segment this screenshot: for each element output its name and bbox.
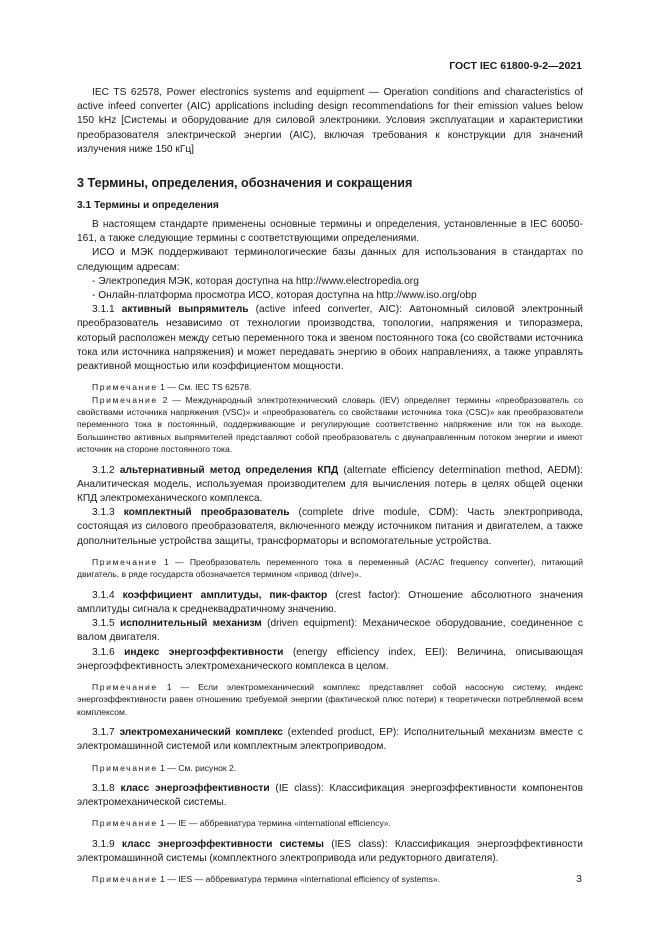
term-3-1-1 xyxy=(77,303,583,374)
note-label: Примечание xyxy=(92,762,158,773)
term-definition: (extended product, EP): Исполнительный механизм вместе с электромашинной системой или комплектным электроприводом. xyxy=(77,727,584,753)
note-label: Примечание xyxy=(92,556,158,567)
note-3-1-1-b xyxy=(77,394,583,456)
term-name: коэффициент амплитуды, пик-фактор xyxy=(122,589,328,601)
term-name: индекс энергоэффективности xyxy=(124,646,284,658)
term-name: класс энергоэффективности xyxy=(120,782,270,794)
note-3-1-9 xyxy=(77,873,583,885)
term-number: 3.1.7 xyxy=(92,727,115,739)
note-text: 1 — IE — аббревиатура термина «international efficiency». xyxy=(160,818,391,829)
term-number: 3.1.2 xyxy=(92,464,115,476)
note-label: Примечание xyxy=(92,382,158,393)
iso-iec-paragraph: ИСО и МЭК поддерживают терминологические базы данных для использования в стандартах по следующим адресам: xyxy=(77,247,583,273)
bullet-iso-obp: - Онлайн-платформа просмотра ИСО, которая доступна на http://www.iso.org/obp xyxy=(92,290,477,302)
note-label: Примечание xyxy=(92,394,158,405)
term-definition: (IE class): Классификация энергоэффективности компонентов электромеханической системы. xyxy=(77,782,583,809)
intro-paragraph: В настоящем стандарте применены основные термины и определения, установленные в IEC 60050-161, а также следующие термины с соответствующими определениями. xyxy=(77,219,583,245)
term-3-1-9 xyxy=(77,838,583,866)
term-number: 3.1.1 xyxy=(92,304,115,316)
note-label: Примечание xyxy=(92,818,158,829)
note-label: Примечание xyxy=(92,874,158,885)
term-name: электромеханический комплекс xyxy=(119,727,283,739)
term-definition: (alternate efficiency determination method, AEDM): Аналитическая модель, используемая производителем для вычисления потерь в целях общей оценки КПД электромеханического комплекса. xyxy=(77,464,583,505)
note-3-1-6 xyxy=(77,681,583,718)
note-3-1-3 xyxy=(77,556,583,581)
note-text: 2 — Международный электротехнический словарь (IEV) определяет термины «преобразователь со свойствами источника напряжения (VSC)» и «преобразователь со свойствами источника тока (CSC)» как преобразователи переменного тока в постоянный, поддерживающие и регулирующие соответственно напряжение или ток на выходе. Большинство активных выпрямителей представляют собой преобразователь с двунаправленным потоком энергии и имеют источник на стороне постоянного тока. xyxy=(77,394,584,455)
term-name: исполнительный механизм xyxy=(119,618,262,630)
note-3-1-1-a xyxy=(77,381,583,393)
note-3-1-7 xyxy=(77,762,583,774)
term-3-1-4 xyxy=(77,589,583,617)
standard-id-header: ГОСТ IEC 61800-9-2—2021 xyxy=(449,60,582,72)
term-definition: (complete drive module, CDM): Часть электропривода, состоящая из силового преобразователя, включенного между источником питания и двигателем, а также дополнительные устройства защиты, трансформаторы и вспомогательные устройства. xyxy=(77,507,583,547)
note-text: 1 — См. рисунок 2. xyxy=(160,762,237,773)
subsection-heading: 3.1 Термины и определения xyxy=(77,200,219,211)
term-3-1-8 xyxy=(77,782,583,810)
note-text: 1 — Если электромеханический комплекс представляет собой насосную систему, индекс энергоэффективности равен отношению требуемой энергии (фактической плюс потери) к теоретически потребляемой всем комплексом. xyxy=(77,681,583,717)
term-number: 3.1.4 xyxy=(92,589,115,601)
term-number: 3.1.8 xyxy=(92,782,115,794)
reference-block xyxy=(77,86,583,157)
page-number: 3 xyxy=(576,873,582,885)
term-3-1-5 xyxy=(77,617,583,645)
term-number: 3.1.5 xyxy=(92,618,115,630)
term-definition: (crest factor): Отношение абсолютного значения амплитуды сигнала к среднеквадратичному значению. xyxy=(77,589,583,615)
reference-paragraph: IEC TS 62578, Power electronics systems and equipment — Operation conditions and characteristics of active infeed converter (AIC) applications including design recommendations for their emission values below 150 kHz [Системы и оборудование для силовой электроники. Условия эксплуатации и характеристики преобразователя электрической энергии (AIC), включая требования к конструкции для значений излучения ниже 150 кГц] xyxy=(77,87,583,155)
bullet-electropedia: - Электропедия МЭК, которая доступна на http://www.electropedia.org xyxy=(92,275,419,287)
term-definition: (energy efficiency index, EEI): Величина, описывающая энергоэффективность электромеханического комплекса в целом. xyxy=(77,646,584,672)
term-3-1-7 xyxy=(77,726,583,754)
term-3-1-6 xyxy=(77,646,583,674)
term-name: активный выпрямитель xyxy=(121,304,249,316)
terms-body xyxy=(77,218,583,886)
term-number: 3.1.9 xyxy=(92,838,115,850)
note-3-1-8 xyxy=(77,817,583,829)
term-3-1-3 xyxy=(77,506,583,549)
term-number: 3.1.6 xyxy=(92,646,115,658)
section-heading: 3 Термины, определения, обозначения и сокращения xyxy=(77,176,413,190)
term-definition: (active infeed converter, AIC): Автономный силовой электронный преобразователь независимо от технологии производства, топологии, напряжения и типоразмера, который расположен между сетью переменного тока и звеном постоянного тока (со свойствами источника тока или источника напряжения) и может передавать энергию в обоих направлениях, а также управлять реактивной мощностью или коэффициентом мощности. xyxy=(77,304,583,373)
term-number: 3.1.3 xyxy=(92,507,115,519)
note-label: Примечание xyxy=(92,681,158,692)
note-text: 1 — Преобразователь переменного тока в переменный (AC/AC frequency converter), питающий двигатель, в ряде государств обозначается термином «привод (drive)». xyxy=(77,556,584,580)
note-text: 1 — См. IEC TS 62578. xyxy=(160,382,252,393)
term-definition: (driven equipment): Механическое оборудование, соединенное с валом двигателя. xyxy=(77,618,584,644)
term-name: класс энергоэффективности системы xyxy=(121,838,324,850)
term-name: комплектный преобразователь xyxy=(123,507,290,519)
term-definition: (IES class): Классификация энергоэффективности электромашинной системы (комплектного электропривода или редукторного двигателя). xyxy=(77,838,583,864)
term-3-1-2 xyxy=(77,464,583,507)
term-name: альтернативный метод определения КПД xyxy=(119,464,339,476)
note-text: 1 — IES — аббревиатура термина «international efficiency of systems». xyxy=(160,874,441,885)
